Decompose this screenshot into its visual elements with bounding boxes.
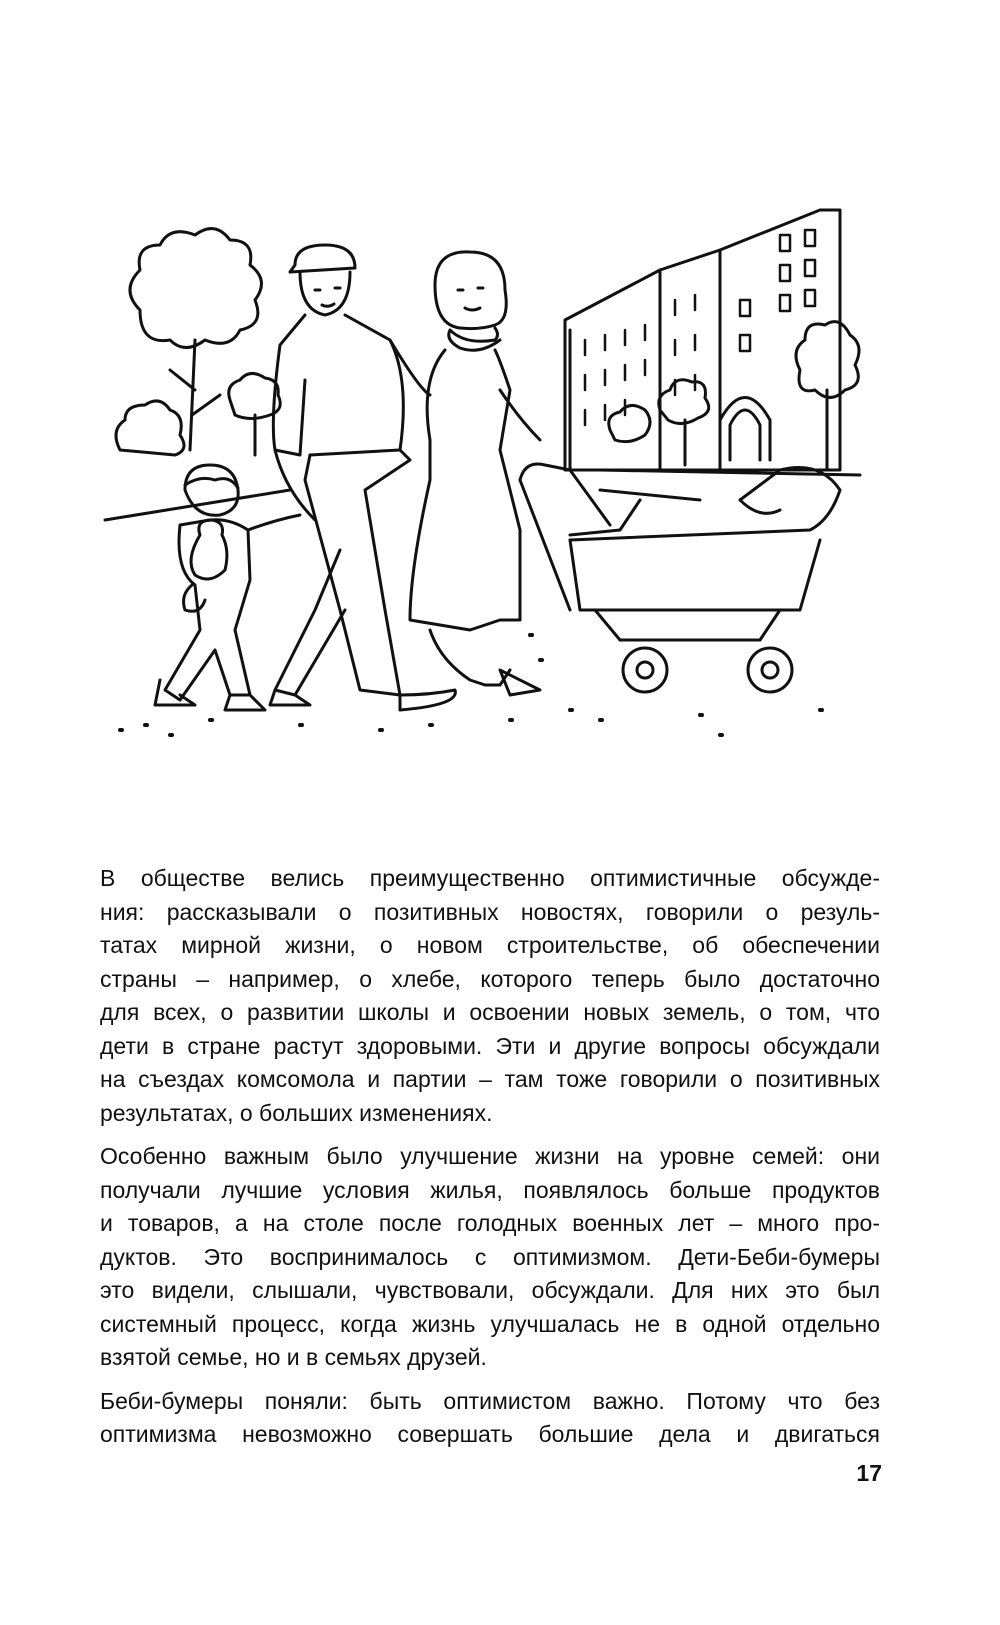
text-line: это видели, слышали, чувствовали, обсуждали. Для них это был: [100, 1277, 880, 1303]
page-number: 17: [856, 1460, 882, 1486]
trees-right: [609, 322, 859, 470]
text-line: результатах, о больших изменениях.: [100, 1099, 493, 1126]
text-line: ния: рассказывали о позитивных новостях, говорили о резуль-: [100, 898, 880, 925]
text-line: В обществе велись преимущественно оптимистичные обсужде-: [100, 865, 880, 891]
text-line: дуктов. Это воспринималось с оптимизмом. Дети-Беби-бумеры: [100, 1243, 880, 1270]
text-line: системный процесс, когда жизнь улучшалась не в одной отдельно: [100, 1310, 880, 1337]
text-line: и товаров, а на столе после голодных военных лет – много про-: [100, 1210, 880, 1236]
text-line: оптимизма невозможно совершать большие дела и двигаться: [100, 1421, 880, 1447]
mother-figure: [410, 252, 540, 695]
apartment-buildings: [565, 210, 840, 470]
text-line: Особенно важным было улучшение жизни на уровне семей: они: [100, 1143, 880, 1169]
paragraph-2: [100, 1140, 880, 1375]
text-line: Беби-бумеры поняли: быть оптимистом важно. Потому что без: [100, 1387, 880, 1414]
trees-left: [116, 229, 280, 455]
body-text: [100, 862, 880, 1462]
text-line: для всех, о развитии школы и освоении новых земель, о том, что: [100, 999, 880, 1025]
paragraph-3: [100, 1385, 880, 1452]
child-figure: [155, 465, 300, 710]
text-line: взятой семье, но и в семьях друзей.: [100, 1344, 487, 1370]
paragraph-1: [100, 862, 880, 1130]
text-line: на съездах комсомола и партии – там тоже говорили о позитивных: [100, 1066, 880, 1092]
father-figure: [270, 245, 455, 710]
text-line: татах мирной жизни, о новом строительстве, об обеспечении: [100, 932, 880, 958]
family-walk-illustration: [100, 190, 880, 790]
text-line: дети в стране растут здоровыми. Эти и другие вопросы обсуждали: [100, 1032, 880, 1059]
text-line: получали лучшие условия жилья, появлялось больше продуктов: [100, 1176, 880, 1203]
text-line: страны – например, о хлебе, которого теперь было достаточно: [100, 965, 880, 992]
